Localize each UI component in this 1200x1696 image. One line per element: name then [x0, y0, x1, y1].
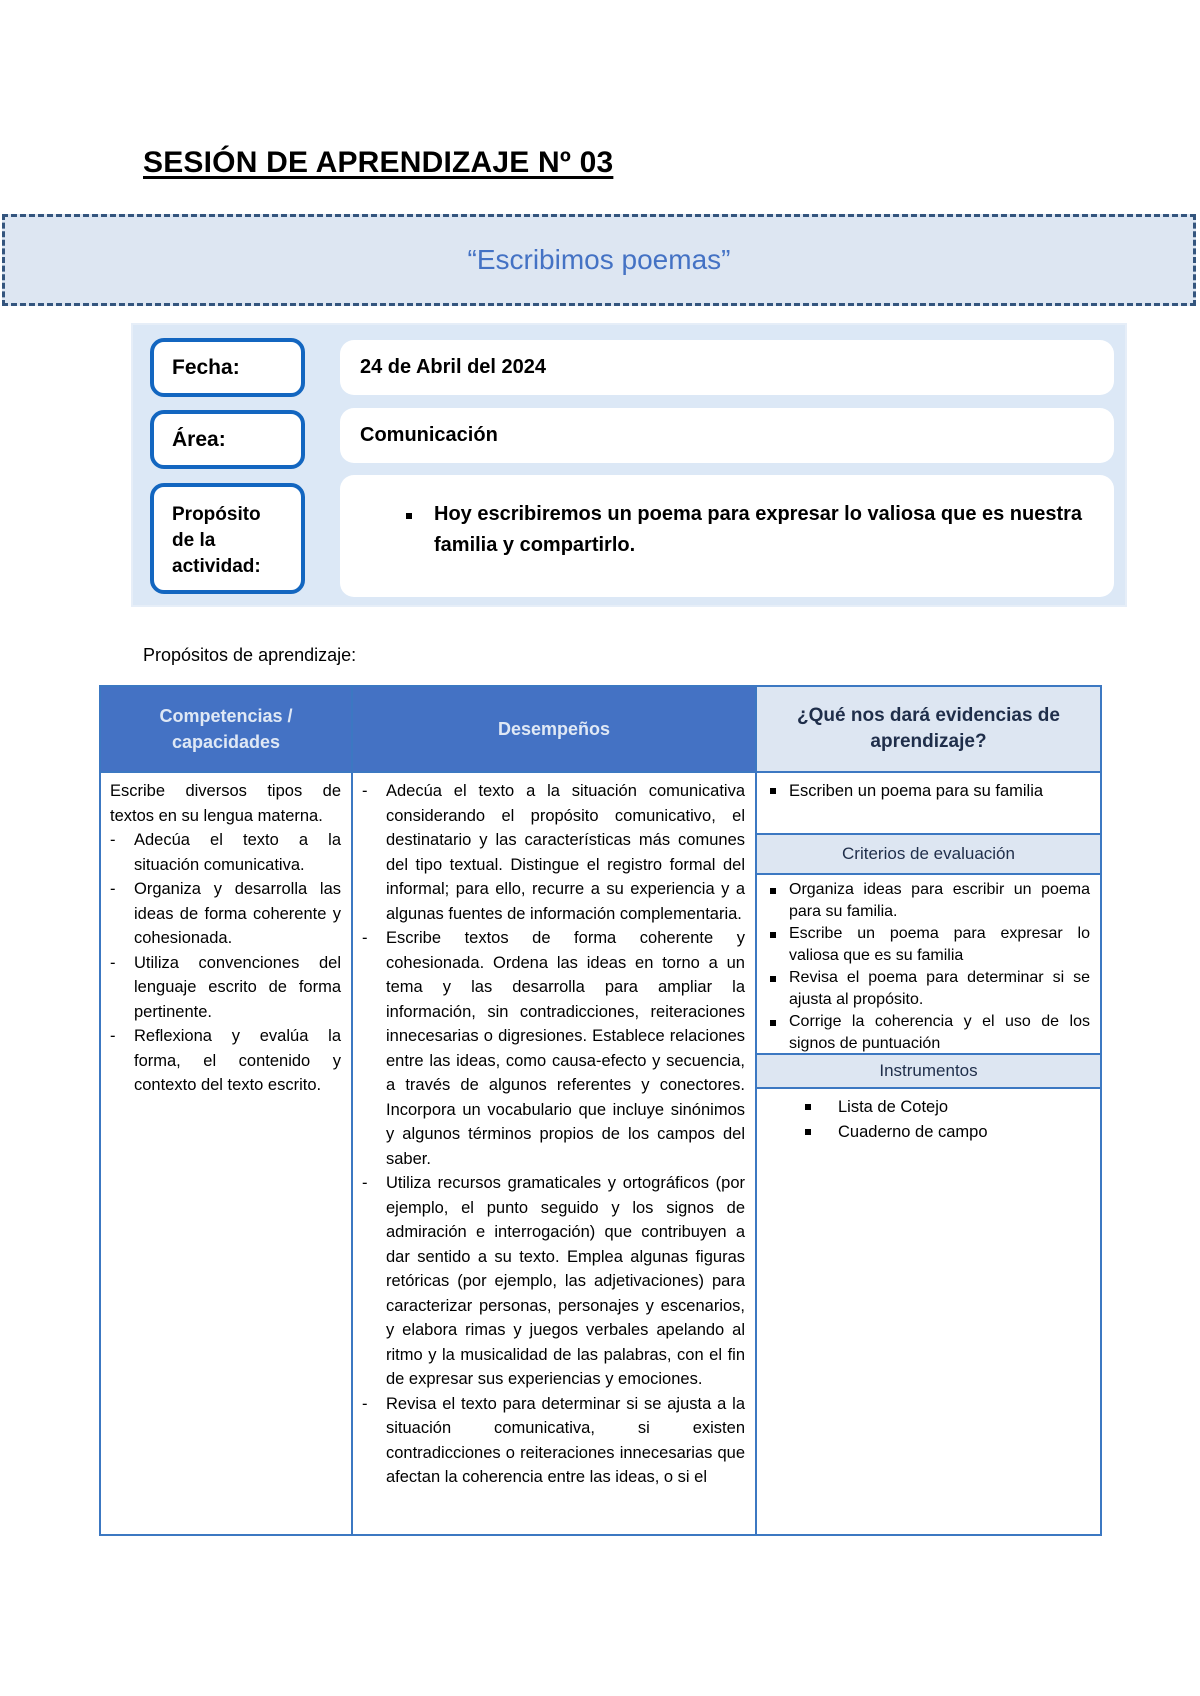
column-desempenos	[353, 687, 757, 1534]
info-panel	[131, 323, 1127, 607]
evidencia-item: Escriben un poema para su familia	[767, 779, 1090, 803]
column-evidencias	[757, 687, 1100, 1534]
column-competencias	[101, 687, 353, 1534]
fecha-value: 24 de Abril del 2024	[340, 340, 1114, 395]
instrumento-item: Lista de Cotejo	[802, 1095, 1090, 1120]
capacidad-item: - Utiliza convenciones del lenguaje escrito de forma pertinente.	[110, 953, 341, 1021]
proposito-label-line-3: actividad:	[172, 555, 261, 577]
instrumentos-heading: Instrumentos	[757, 1055, 1100, 1089]
activity-title-banner	[2, 214, 1196, 306]
learning-purposes-heading: Propósitos de aprendizaje:	[143, 645, 357, 665]
capacidad-item: - Organiza y desarrolla las ideas de forma coherente y cohesionada.	[110, 880, 341, 947]
activity-title: “Escribimos poemas”	[467, 244, 731, 275]
instrumentos-cell	[757, 1089, 1100, 1145]
proposito-value: Hoy escribiremos un poema para expresar lo valiosa que es nuestra familia y compartirlo.	[434, 503, 1083, 556]
desempeno-item: - Adecúa el texto a la situación comunicativa considerando el propósito comunicativo, el destinatario y las características más comunes del tipo textual. Distingue el registro formal del informal; para ello, recurre a su experiencia y a algunas fuentes de información complementaria.	[362, 782, 745, 923]
proposito-value-box	[340, 475, 1114, 597]
criterio-item: Organiza ideas para escribir un poema para su familia.	[767, 879, 1090, 923]
competencias-cell	[101, 773, 351, 1098]
proposito-label-line-2: de la	[172, 529, 216, 551]
learning-purposes-table	[99, 685, 1102, 1536]
header-competencias: Competencias / capacidades	[101, 687, 351, 773]
area-value: Comunicación	[340, 408, 1114, 463]
competencia-text: Escribe diversos tipos de textos en su lengua materna.	[110, 782, 341, 825]
criterio-item: Corrige la coherencia y el uso de los signos de puntuación	[767, 1011, 1090, 1055]
criterios-cell	[757, 875, 1100, 1055]
header-evidencias: ¿Qué nos dará evidencias de aprendizaje?	[757, 687, 1100, 773]
desempeno-item: - Utiliza recursos gramaticales y ortográficos (por ejemplo, el punto seguido y los signos de admiración e interrogación) que contribuyen a dar sentido a su texto. Emplea algunas figuras retóricas (por ejemplo, las adjetivaciones) para caracterizar personas, personajes y escenarios, y elabora rimas y juegos verbales apelando al ritmo y la musicalidad de las palabras, con el fin de expresar sus experiencias y emociones.	[362, 1174, 745, 1388]
desempeno-item: - Escribe textos de forma coherente y cohesionada. Ordena las ideas en torno a un tema y las desarrolla para ampliar la información, sin contradicciones, reiteraciones innecesarias o digresiones. Establece relaciones entre las ideas, como causa-efecto y secuencia, a través de algunos referentes y conectores. Incorpora un vocabulario que incluye sinónimos y algunos términos propios de los campos del saber.	[362, 929, 745, 1168]
capacidad-item: - Adecúa el texto a la situación comunicativa.	[110, 831, 341, 874]
criterios-heading: Criterios de evaluación	[757, 835, 1100, 875]
header-desempenos: Desempeños	[353, 687, 755, 773]
desempeno-item: - Revisa el texto para determinar si se ajusta a la situación comunicativa, si existen contradicciones o reiteraciones innecesarias que afectan la coherencia entre las ideas, o si el	[362, 1394, 745, 1486]
proposito-label-line-1: Propósito	[172, 503, 261, 525]
proposito-label	[150, 483, 305, 594]
fecha-label: Fecha:	[150, 338, 305, 397]
session-title: SESIÓN DE APRENDIZAJE Nº 03	[143, 146, 614, 179]
capacidad-item: - Reflexiona y evalúa la forma, el contenido y contexto del texto escrito.	[110, 1027, 341, 1094]
criterio-item: Revisa el poema para determinar si se ajusta al propósito.	[767, 967, 1090, 1011]
criterio-item: Escribe un poema para expresar lo valiosa que es su familia	[767, 923, 1090, 967]
bullet-icon	[406, 513, 412, 519]
evidencia-cell	[757, 773, 1100, 835]
instrumento-item: Cuaderno de campo	[802, 1120, 1090, 1145]
desempenos-cell	[353, 773, 755, 1490]
area-label: Área:	[150, 410, 305, 469]
